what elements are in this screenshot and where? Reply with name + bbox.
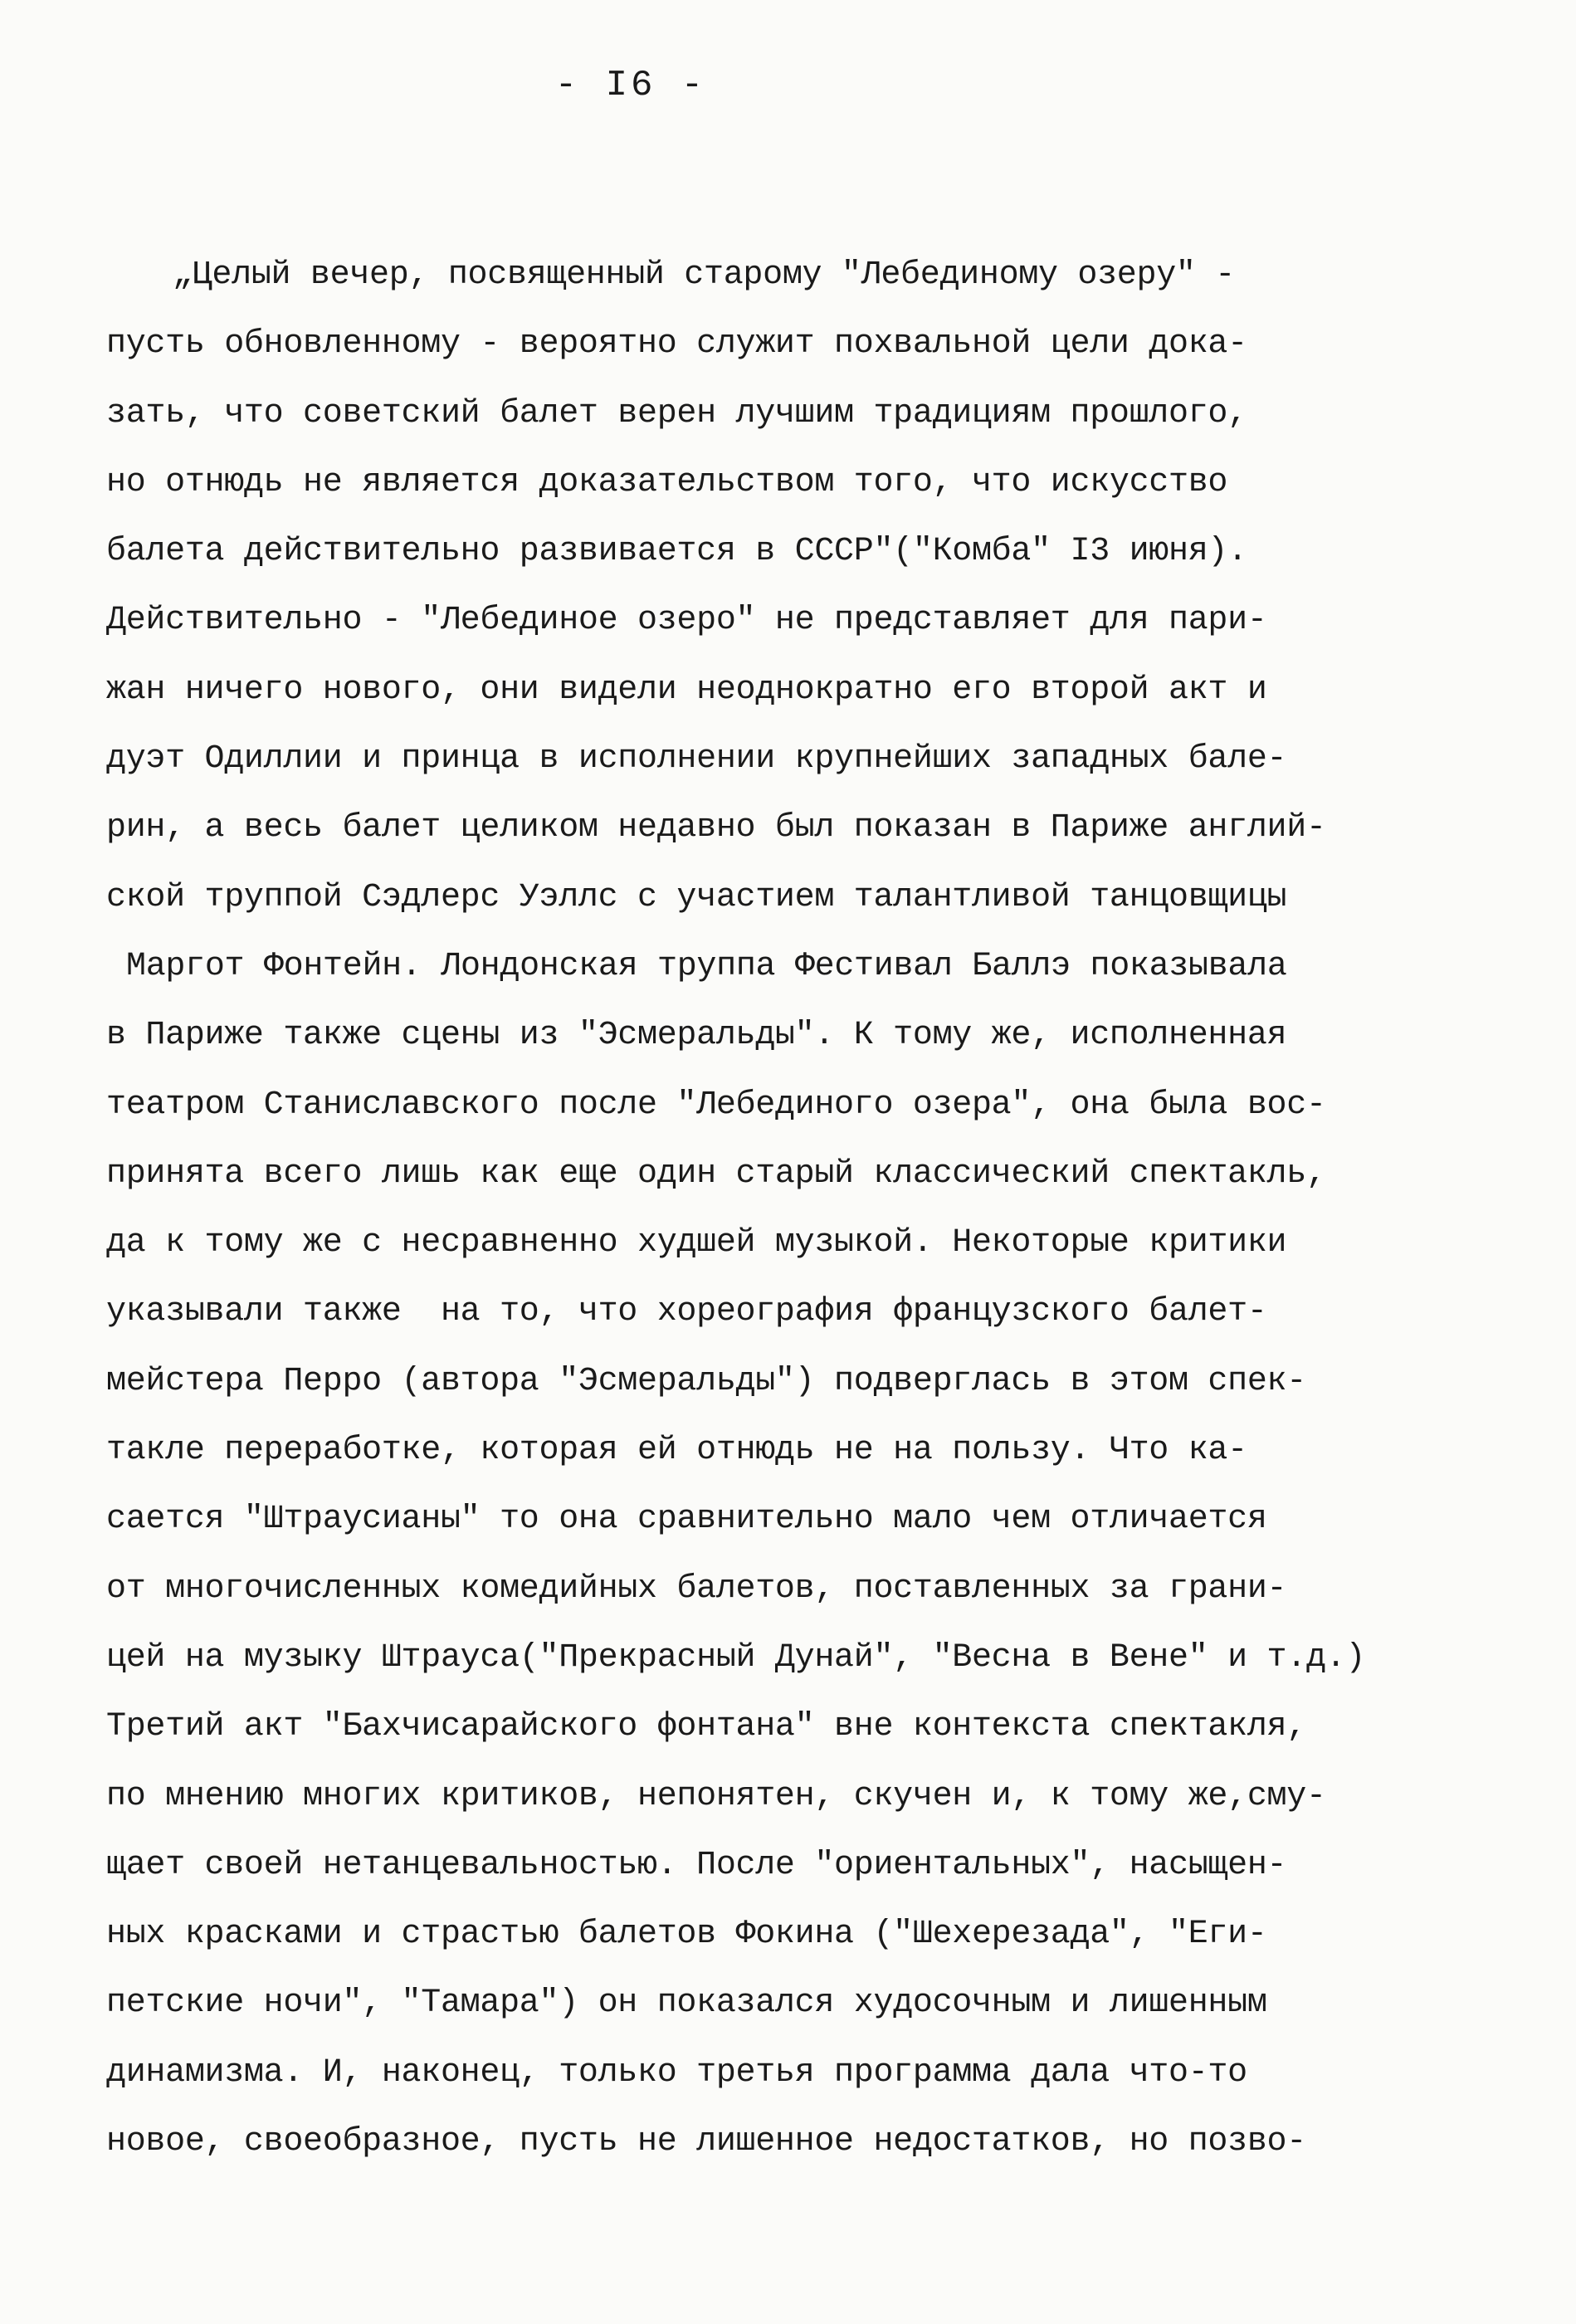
- text-line: указывали также на то, что хореография французского балет-: [106, 1293, 1267, 1331]
- text-line: зать, что советский балет верен лучшим традициям прошлого,: [106, 394, 1247, 432]
- text-line: балета действительно развивается в СССР"("Комба" I3 июня).: [106, 533, 1247, 571]
- text-line: новое, своеобразное, пусть не лишенное недостатков, но позво-: [106, 2123, 1306, 2161]
- text-line: принята всего лишь как еще один старый классический спектакль,: [106, 1155, 1326, 1193]
- text-line: рин, а весь балет целиком недавно был показан в Париже англий-: [106, 809, 1326, 847]
- text-line: ных красками и страстью балетов Фокина ("Шехерезада", "Еги-: [106, 1916, 1267, 1954]
- page-number: - I6 -: [554, 65, 707, 106]
- text-line: по мнению многих критиков, непонятен, скучен и, к тому же,сму-: [106, 1777, 1326, 1815]
- text-line: но отнюдь не является доказательством того, что искусство: [106, 463, 1228, 501]
- text-line: щает своей нетанцевальностью. После "ориентальных", насыщен-: [106, 1846, 1287, 1884]
- text-line: Действительно - "Лебединое озеро" не представляет для пари-: [106, 602, 1267, 640]
- text-line: „Целый вечер, посвященный старому "Лебединому озеру" -: [173, 256, 1236, 294]
- text-line: цей на музыку Штрауса("Прекрасный Дунай", "Весна в Вене" и т.д.): [106, 1638, 1366, 1677]
- text-line: динамизма. И, наконец, только третья программа дала что-то: [106, 2053, 1247, 2092]
- body-text: [106, 241, 1500, 2176]
- text-line: петские ночи", "Тамара") он показался худосочным и лишенным: [106, 1985, 1267, 2023]
- text-line: Третий акт "Бахчисарайского фонтана" вне контекста спектакля,: [106, 1708, 1306, 1746]
- text-line: театром Станиславского после "Лебединого озера", она была вос-: [106, 1086, 1326, 1124]
- text-line: в Париже также сцены из "Эсмеральды". К тому же, исполненная: [106, 1017, 1287, 1055]
- text-line: от многочисленных комедийных балетов, поставленных за грани-: [106, 1570, 1287, 1608]
- text-line: мейстера Перро (автора "Эсмеральды") подверглась в этом спек-: [106, 1362, 1306, 1400]
- text-line: да к тому же с несравненно худшей музыкой. Некоторые критики: [106, 1224, 1287, 1262]
- text-line: Маргот Фонтейн. Лондонская труппа Фестивал Баллэ показывала: [126, 947, 1287, 985]
- text-line: сается "Штраусианы" то она сравнительно мало чем отличается: [106, 1501, 1267, 1539]
- text-line: пусть обновленному - вероятно служит похвальной цели дока-: [106, 325, 1247, 364]
- text-line: дуэт Одиллии и принца в исполнении крупнейших западных бале-: [106, 740, 1287, 779]
- text-line: такле переработке, которая ей отнюдь не на пользу. Что ка-: [106, 1432, 1247, 1470]
- text-line: ской труппой Сэдлерс Уэллс с участием талантливой танцовщицы: [106, 878, 1287, 916]
- text-line: жан ничего нового, они видели неоднократно его второй акт и: [106, 671, 1267, 709]
